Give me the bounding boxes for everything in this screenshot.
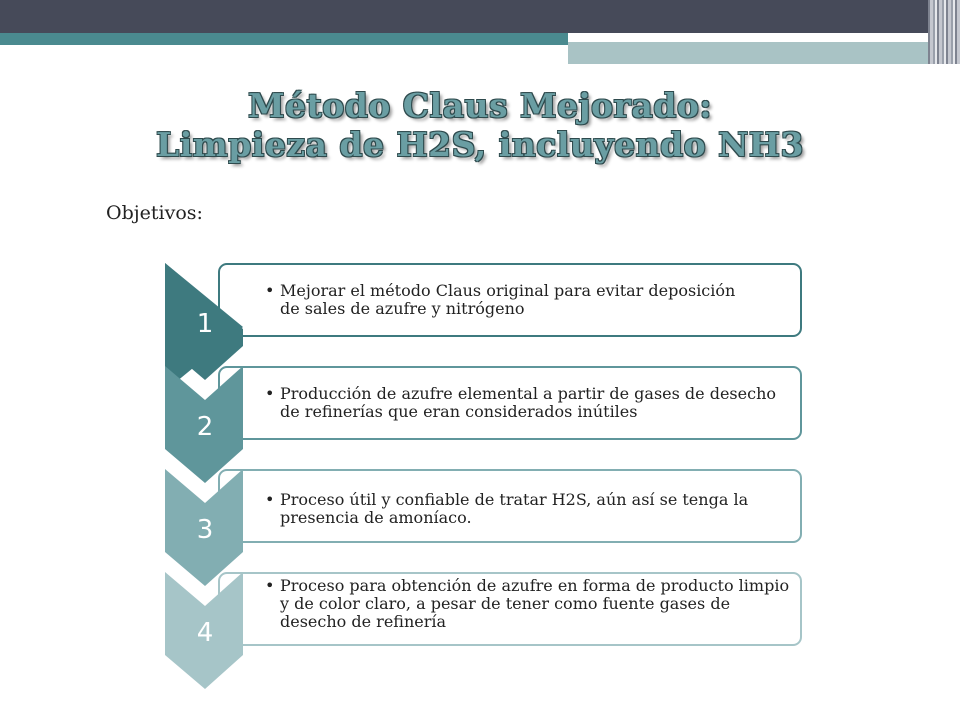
step-3-number: 3 xyxy=(196,515,214,545)
slide-title-line2: Limpieza de H2S, incluyendo NH3 xyxy=(156,125,804,164)
step-2-text-container xyxy=(265,384,780,421)
bullet-icon: • xyxy=(265,576,275,595)
objectives-label: Objetivos: xyxy=(106,202,203,224)
bullet-icon: • xyxy=(265,384,275,403)
bullet-icon: • xyxy=(265,490,275,509)
step-1-text-container xyxy=(265,281,760,318)
slide-title-line1: Método Claus Mejorado: xyxy=(247,86,713,125)
step-2-number: 2 xyxy=(196,412,214,442)
step-3-text: Proceso útil y confiable de tratar H2S, aún así se tenga la presencia de amoníaco. xyxy=(280,490,749,527)
step-1-number: 1 xyxy=(196,309,214,339)
step-4-text-container xyxy=(265,576,800,631)
step-4-text: Proceso para obtención de azufre en forma de producto limpio y de color claro, a pesar de tener como fuente gases de desecho de refinería xyxy=(280,576,790,631)
step-2-text: Producción de azufre elemental a partir de gases de desecho de refinerías que eran considerados inútiles xyxy=(280,384,776,421)
step-1-text: Mejorar el método Claus original para evitar deposición de sales de azufre y nitrógeno xyxy=(280,281,736,318)
step-3-text-container xyxy=(265,490,795,527)
step-4-number: 4 xyxy=(196,618,214,648)
bullet-icon: • xyxy=(265,281,275,300)
